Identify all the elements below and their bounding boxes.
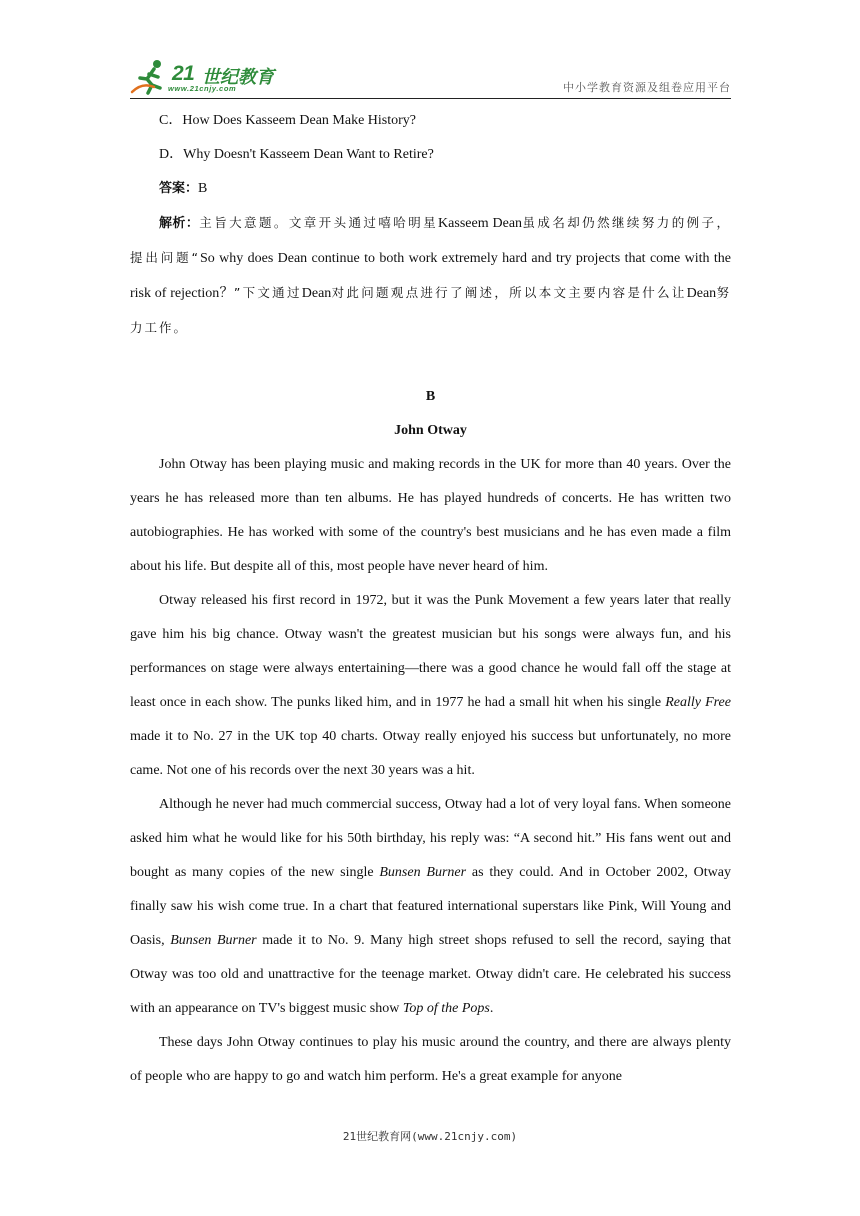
page-footer: 21世纪教育网(www.21cnjy.com) (342, 1130, 518, 1143)
answer-line (130, 172, 731, 206)
passage-title: John Otway (394, 423, 467, 438)
option-c: C．How Does Kasseem Dean Make History? (159, 113, 416, 128)
logo-url: www.21cnjy.com (168, 84, 237, 93)
section-letter: B (425, 389, 436, 404)
analysis-label: 解析： (159, 216, 200, 231)
option-d: D．Why Doesn't Kasseem Dean Want to Retire? (159, 147, 434, 162)
page-header (130, 58, 731, 99)
single-title: Really Free (665, 695, 731, 710)
paragraph-1: John Otway has been playing music and making records in the UK for more than 40 years. Over the years he has released more than ten albums. He has played hundreds of concerts. He has written two autobiographies. He has worked with some of the country's best musicians and he has even made a film about his life. But despite all of this, most people have never heard of him. (130, 457, 731, 574)
logo-text: 世纪教育 (202, 67, 274, 88)
answer-value: B (198, 181, 208, 196)
paragraph-4: These days John Otway continues to play his music around the country, and there are always plenty of people who are happy to go and watch him perform. He's a great example for anyone (130, 1035, 731, 1084)
header-tagline: 中小学教育资源及组卷应用平台 (563, 81, 731, 94)
logo (130, 58, 290, 96)
single-title: Bunsen Burner (170, 933, 257, 948)
logo-number: 21 (172, 62, 195, 85)
analysis-paragraph: 解析：主旨大意题。文章开头通过嘻哈明星Kasseem Dean虽成名却仍然继续努力的例子，提出问题“So why does Dean continue to both work extremely hard and try projects that come with the risk of rejection？”下文通过Dean对此问题观点进行了阐述，所以本文主要内容是什么让Dean努力工作。 (130, 215, 731, 335)
paragraph-2: Otway released his first record in 1972, but it was the Punk Movement a few years later that really gave him his big chance. Otway wasn't the greatest musician but his songs were always fun, and his performances on stage were always entertaining—there was a good chance he would fall off the stage at least once in each show. The punks liked him, and in 1977 he had a small hit when his single Really Free made it to No. 27 in the UK top 40 charts. Otway really enjoyed his success but unfortunately, no more came. Not one of his records over the next 30 years was a hit. (130, 593, 731, 778)
show-title: Top of the Pops (402, 1001, 490, 1016)
running-man-icon (130, 58, 170, 96)
answer-label: 答案： (159, 181, 199, 196)
spacer (130, 346, 731, 380)
document-body (130, 104, 731, 1094)
single-title: Bunsen Burner (379, 865, 467, 880)
paragraph-3: Although he never had much commercial success, Otway had a lot of very loyal fans. When someone asked him what he would like for his 50th birthday, his reply was: “A second hit.” His fans went out and bought as many copies of the new single Bunsen Burner as they could. And in October 2002, Otway finally saw his wish come true. In a chart that featured international superstars like Pink, Will Young and Oasis, Bunsen Burner made it to No. 9. Many high street shops refused to sell the record, saying that Otway was too old and unattractive for the teenage market. Otway didn't care. He celebrated his success with an appearance on TV's biggest music show Top of the Pops. (130, 797, 731, 1016)
